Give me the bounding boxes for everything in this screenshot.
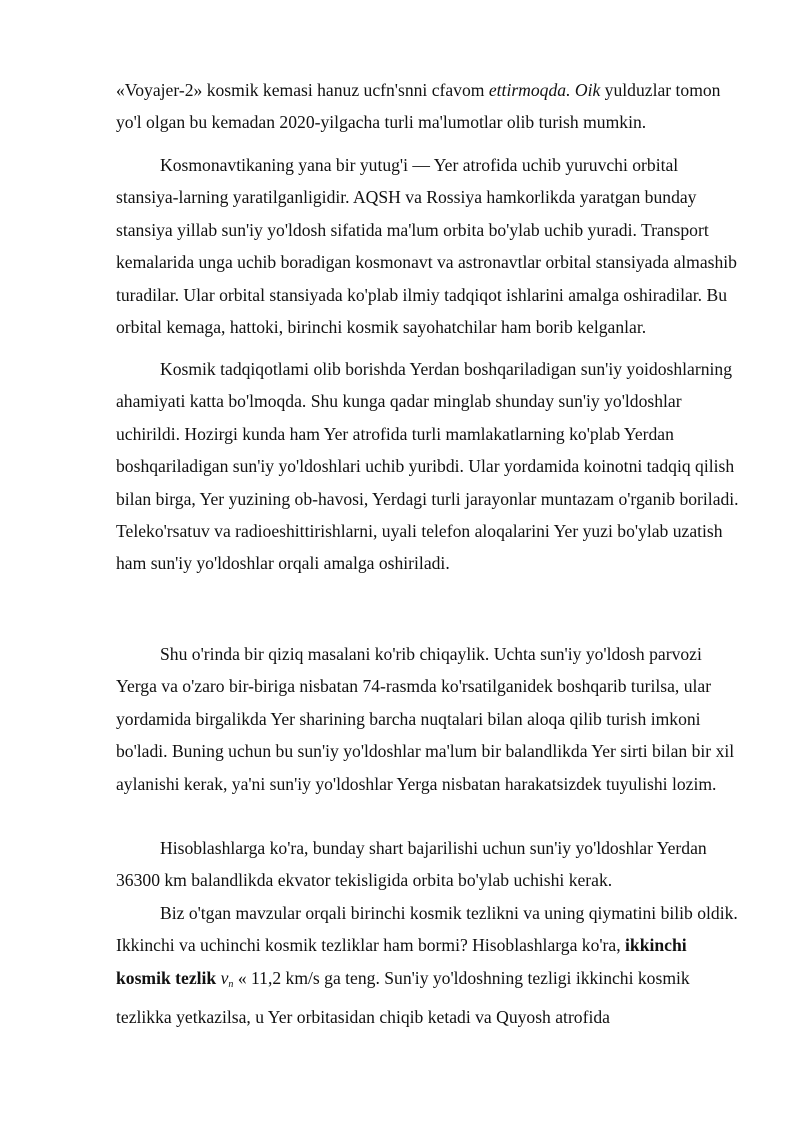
paragraph-text: Biz o'tgan mavzular orqali birinchi kosmik tezlikni va uning qiymatini bilib oldik. Ikkinchi va uchinchi kosmik tezliklar ham bormi? Hisoblashlarga ko'ra, <box>116 903 738 956</box>
paragraph-text: yulduzlar tomon yo'l olgan bu kemadan 2020-yilgacha turli ma'lumotlar olib turish mumkin. <box>116 80 721 133</box>
paragraph-altitude: Hisoblashlarga ko'ra, bunday shart bajarilishi uchun sun'iy yo'ldoshlar Yerdan 36300 km balandlikda ekvator tekisligida orbita bo'ylab uchishi kerak. <box>116 838 707 891</box>
paragraph-second-cosmic-velocity <box>116 897 741 1034</box>
paragraph-orbital-station: Kosmonavtikaning yana bir yutug'i — Yer atrofida uchib yuruvchi orbital stansiya-larning yaratilganligidir. AQSH va Rossiya hamkorlikda yaratgan bunday stansiya yillab sun'iy yo'ldosh sifatida ma'lum orbita bo'ylab uchib yuradi. Transport kemalarida unga uchib boradigan kosmonavt va astronavtlar orbital stansiyada almashib turadilar. Ular orbital stansiyada ko'plab ilmiy tadqiqot ishlarini amalga oshiradilar. Bu orbital kemaga, hattoki, birinchi kosmik sayohatchilar ham borib kelganlar. <box>116 155 737 338</box>
velocity-subscript: n <box>228 978 234 990</box>
paragraph-text: « 11,2 km/s ga teng. Sun'iy yo'ldoshning tezligi ikkinchi kosmik tezlikka yetkazilsa, u Yer orbitasidan chiqib ketadi va Quyosh atrofida <box>116 967 690 1028</box>
paragraph-voyager <box>116 74 741 139</box>
paragraph-three-satellites: Shu o'rinda bir qiziq masalani ko'rib chiqaylik. Uchta sun'iy yo'ldosh parvozi Yerga va o'zaro bir-biriga nisbatan 74-rasmda ko'rsatilganidek boshqarib turilsa, ular yordamida birgalikda Yer sharining barcha nuqtalari bilan aloqa qilib turish imkoni bo'ladi. Buning uchun bu sun'iy yo'ldoshlar ma'lum bir balandlikda Yer sirti bilan bir xil aylanishi kerak, ya'ni sun'iy yo'ldoshlar Yerga nisbatan harakatsizdek tuyulishi lozim. <box>116 644 735 794</box>
paragraph-text: «Voyajer-2» kosmik kemasi hanuz ucfn'snni cfavom <box>116 80 489 100</box>
italic-text: ettirmoqda. Oik <box>488 80 601 100</box>
velocity-symbol: v <box>220 967 229 988</box>
term-second-cosmic-velocity: ikkinchi kosmik tezlik <box>116 935 687 988</box>
paragraph-satellites: Kosmik tadqiqotlami olib borishda Yerdan boshqariladigan sun'iy yoidoshlarning ahamiyati katta bo'lmoqda. Shu kunga qadar minglab shunday sun'iy yo'ldoshlar uchirildi. Hozirgi kunda ham Yer atrofida turli mamlakatlarning ko'plab Yerdan boshqariladigan sun'iy yo'ldoshlari uchib yuribdi. Ular yordamida koinotni tadqiq qilish bilan birga, Yer yuzining ob-havosi, Yerdagi turli jarayonlar muntazam o'rganib boriladi. Teleko'rsatuv va radioeshittirishlarni, uyali telefon aloqalarini Yer yuzi bo'ylab uzatish ham sun'iy yo'ldoshlar orqali amalga oshiriladi. <box>116 359 739 574</box>
